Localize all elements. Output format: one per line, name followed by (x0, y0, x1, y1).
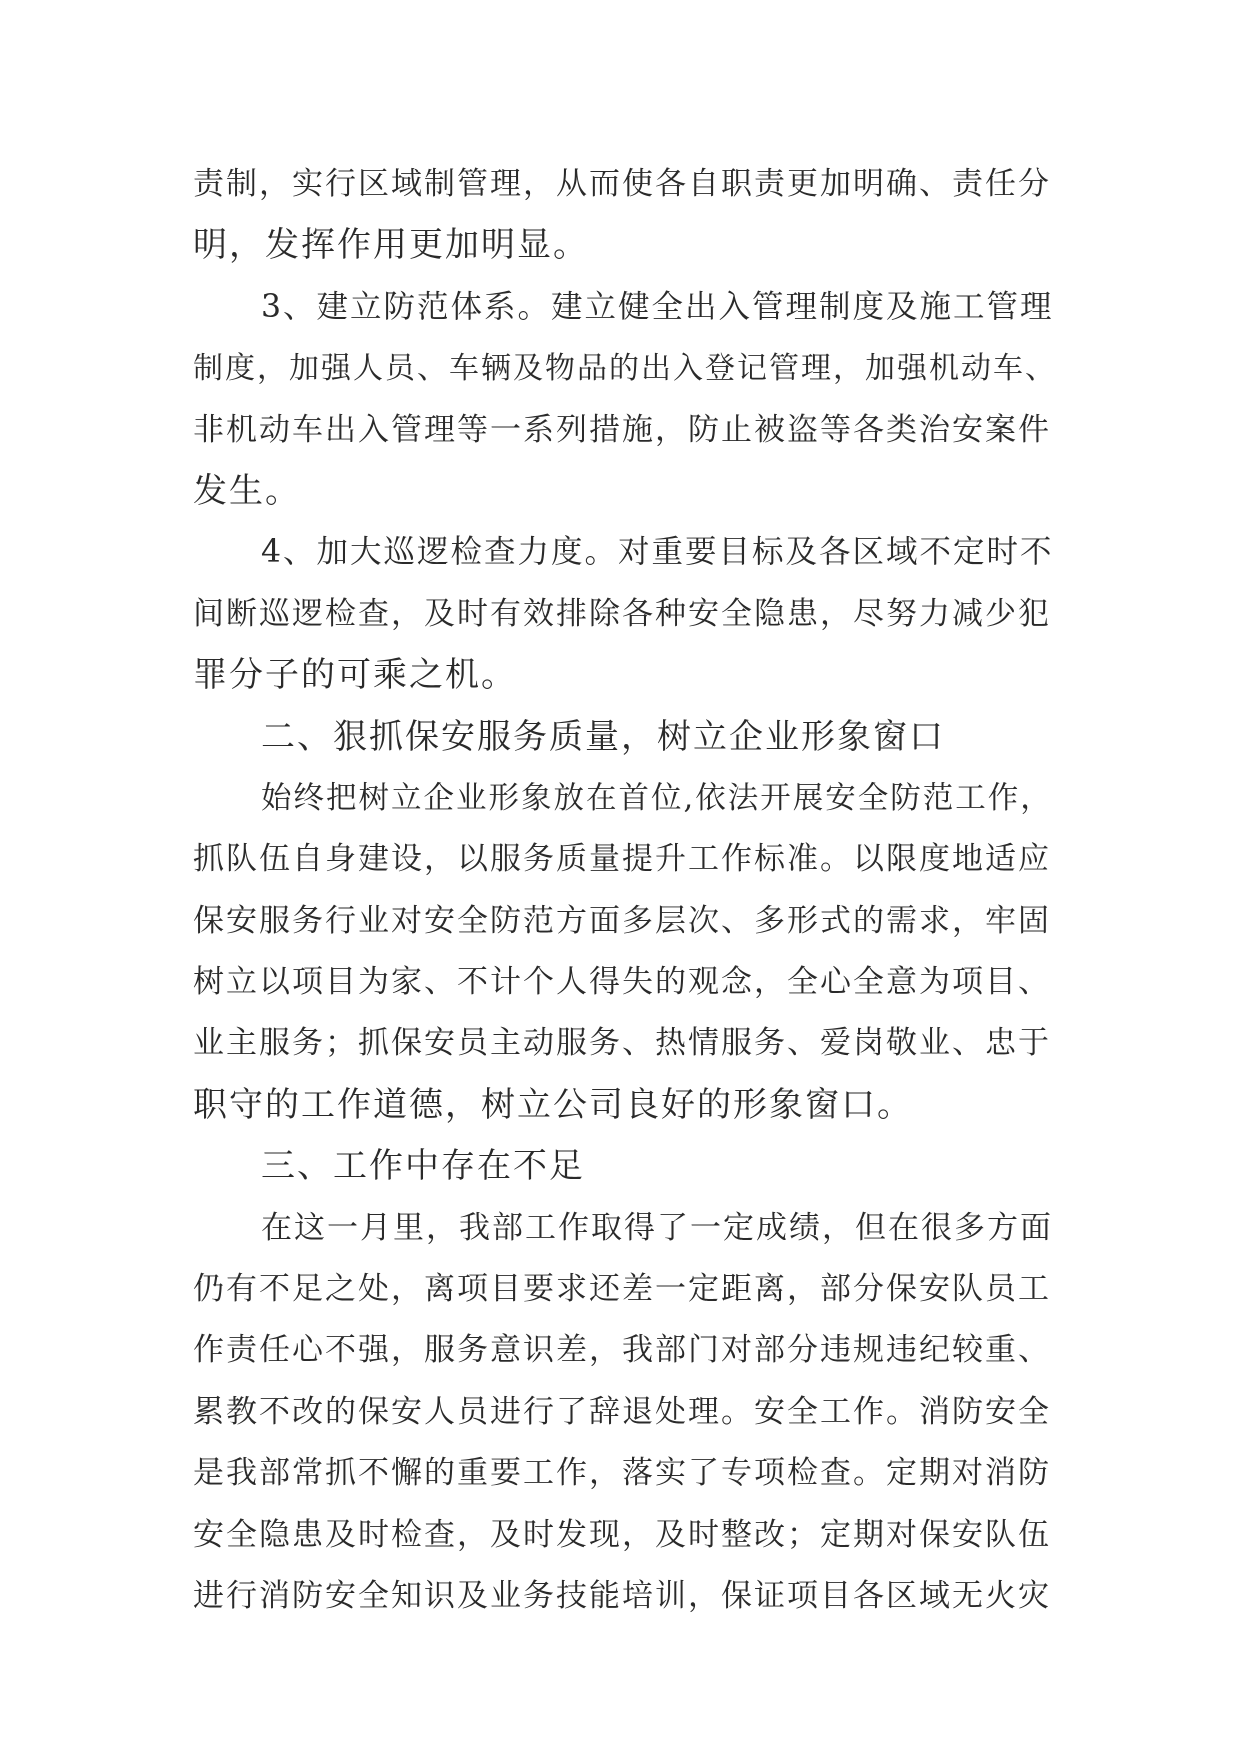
text-line: 始终把树立企业形象放在首位,依法开展安全防范工作， (261, 780, 1053, 816)
text-line: 发生。 (193, 470, 301, 511)
document-body (193, 154, 1063, 1627)
section-heading: 三、工作中存在不足 (261, 1146, 585, 1187)
text-line: 间断巡逻检查，及时有效排除各种安全隐患，尽努力减少犯 (193, 595, 1051, 632)
text-line: 树立以项目为家、不计个人得失的观念，全心全意为项目、 (193, 964, 1051, 1001)
text-line: 安全隐患及时检查，及时发现，及时整改；定期对保安队伍 (193, 1516, 1051, 1553)
text-line: 职守的工作道德，树立公司良好的形象窗口。 (193, 1084, 913, 1125)
text-line: 仍有不足之处，离项目要求还差一定距离，部分保安队员工 (193, 1271, 1051, 1308)
section-heading: 二、狠抓保安服务质量，树立企业形象窗口 (261, 716, 945, 757)
text-line: 抓队伍自身建设，以服务质量提升工作标准。以限度地适应 (193, 841, 1051, 878)
text-line: 在这一月里，我部工作取得了一定成绩，但在很多方面 (261, 1209, 1053, 1246)
text-line: 罪分子的可乘之机。 (193, 655, 517, 696)
text-line: 是我部常抓不懈的重要工作，落实了专项检查。定期对消防 (193, 1455, 1051, 1492)
text-line: 保安服务行业对安全防范方面多层次、多形式的需求，牢固 (193, 902, 1051, 939)
text-line: 责制，实行区域制管理，从而使各自职责更加明确、责任分 (193, 166, 1051, 202)
text-line: 4、加大巡逻检查力度。对重要目标及各区域不定时不 (261, 534, 1054, 571)
text-line: 非机动车出入管理等一系列措施，防止被盗等各类治安案件 (193, 411, 1051, 448)
text-line: 制度，加强人员、车辆及物品的出入登记管理，加强机动车、 (193, 351, 1057, 387)
text-line: 业主服务；抓保安员主动服务、热情服务、爱岗敬业、忠于 (193, 1025, 1051, 1062)
text-line: 作责任心不强，服务意识差，我部门对部分违规违纪较重、 (193, 1332, 1051, 1369)
text-line: 累教不改的保安人员进行了辞退处理。安全工作。消防安全 (193, 1393, 1051, 1430)
text-line: 进行消防安全知识及业务技能培训，保证项目各区域无火灾 (193, 1577, 1051, 1614)
text-line: 明，发挥作用更加明显。 (193, 225, 589, 266)
text-line: 3、建立防范体系。建立健全出入管理制度及施工管理 (261, 288, 1054, 325)
